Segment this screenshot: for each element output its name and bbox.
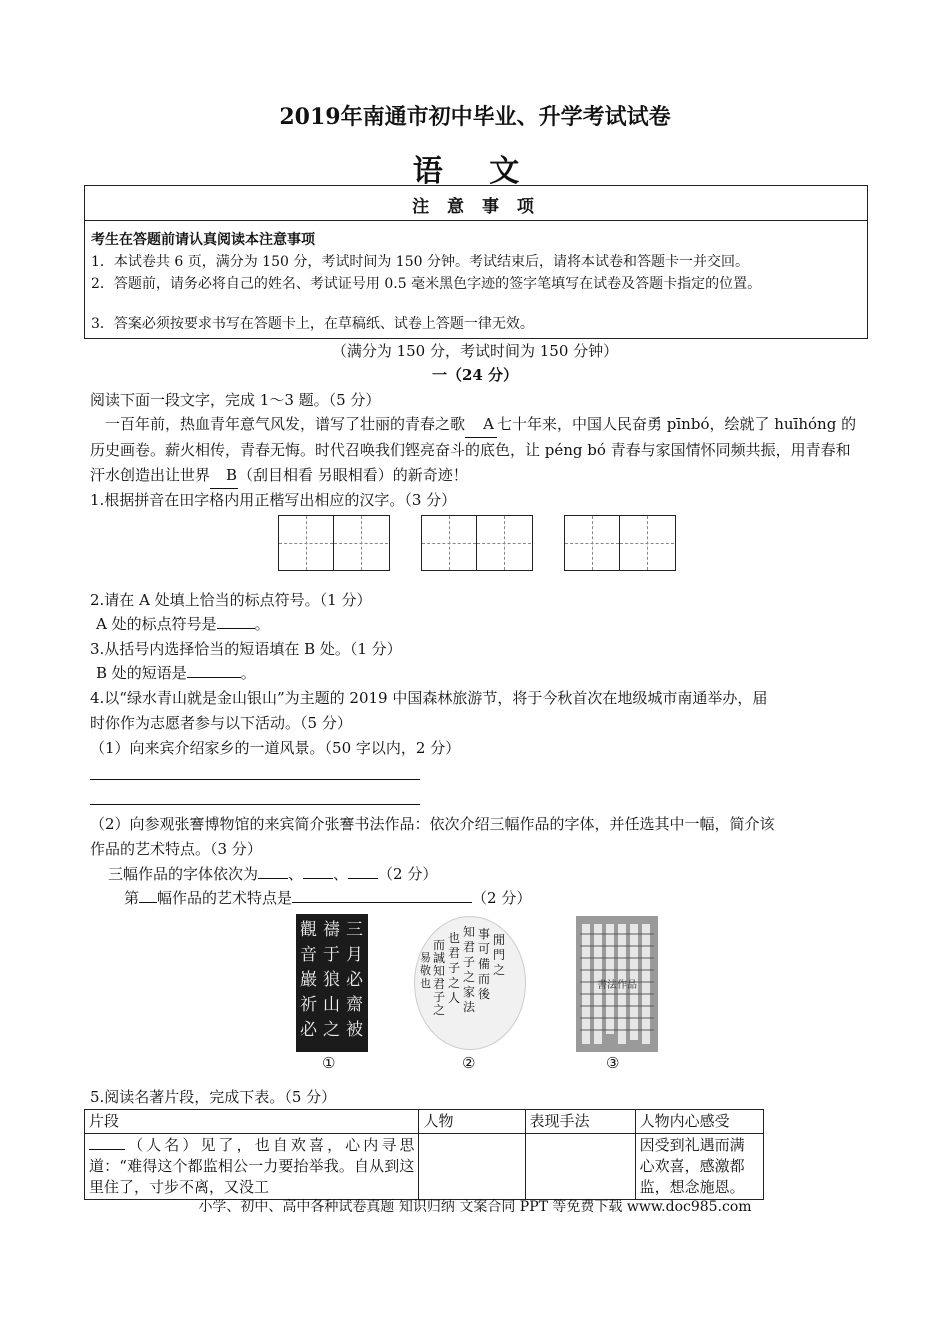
fragment-text: （人名）见了，也自欢喜，心内寻思道：“难得这个都监相公一力要抬举我。自从到这里住了，寸步不离，又没工 bbox=[89, 1136, 415, 1196]
feature-points: （2 分） bbox=[472, 889, 532, 907]
question-4-2-fonts bbox=[108, 862, 888, 886]
question-4-2-line-1: （2）向参观张謇博物馆的来宾简介张謇书法作品：依次介绍三幅作品的字体，并任选其中一幅，简介该 bbox=[90, 815, 775, 833]
feature-blank[interactable] bbox=[292, 902, 472, 903]
q3-period: 。 bbox=[240, 664, 256, 682]
answer-line-1[interactable] bbox=[90, 779, 420, 780]
exam-info: （满分为 150 分，考试时间为 150 分钟） bbox=[331, 342, 619, 360]
work-2-column-6: 易敬也 bbox=[420, 951, 431, 990]
font-blank-2[interactable] bbox=[303, 878, 333, 879]
novel-table bbox=[84, 1109, 764, 1200]
work-1-column-2: 禱于狼山之 bbox=[323, 920, 340, 1040]
q2-answer-label: A 处的标点符号是 bbox=[96, 615, 217, 633]
technique-cell[interactable] bbox=[525, 1134, 635, 1200]
question-4-line-1: 4.以“绿水青山就是金山银山”为主题的 2019 中国森林旅游节，将于今秋首次在地级城市南通举办，届 bbox=[90, 689, 768, 707]
calligraphy-work-2 bbox=[414, 916, 526, 1050]
font-blank-3[interactable] bbox=[348, 878, 378, 879]
q3-answer-label: B 处的短语是 bbox=[96, 664, 187, 682]
exam-title: 2019年南通市初中毕业、升学考试试卷 bbox=[279, 104, 671, 130]
question-4-2-line-2: 作品的艺术特点。（3 分） bbox=[90, 840, 262, 858]
tian-grid-2[interactable] bbox=[421, 515, 533, 571]
reading-passage bbox=[90, 412, 864, 489]
question-4-line-2: 时你作为志愿者参与以下活动。（5 分） bbox=[90, 714, 352, 732]
q2-period: 。 bbox=[254, 615, 270, 633]
work-number-blank[interactable] bbox=[139, 902, 157, 903]
work-2-column-2: 事可備而後 bbox=[478, 927, 491, 1001]
table-row bbox=[85, 1134, 764, 1200]
blank-b: B bbox=[210, 463, 238, 489]
feeling-cell bbox=[635, 1134, 763, 1200]
notice-subheading: 考生在答题前请认真阅读本注意事项 bbox=[91, 232, 315, 248]
question-1: 1.根据拼音在田字格内用正楷写出相应的汉字。（3 分） bbox=[90, 491, 457, 509]
notice-box bbox=[84, 185, 868, 339]
font-blank-1[interactable] bbox=[258, 878, 288, 879]
header-feeling: 人物内心感受 bbox=[635, 1110, 763, 1134]
question-2: 2.请在 A 处填上恰当的标点符号。（1 分） bbox=[90, 591, 372, 609]
work-3-text: 書法作品 bbox=[597, 980, 637, 991]
passage-part-2: 七十年来，中国人民奋勇 pīnbó，绘就了 huīhóng 的历史画卷。薪火相传，青春无悔。时代召唤我们铿亮奋斗的底色，让 péng bó 青春与家国情怀同频共振，用青春和汗水创造出让世界 bbox=[90, 415, 857, 484]
blank-a: A bbox=[465, 412, 497, 438]
tian-grid-1[interactable] bbox=[278, 515, 390, 571]
notice-item-1: 1．本试卷共 6 页，满分为 150 分，考试时间为 150 分钟。考试结束后，请将本试卷和答题卡一并交回。 bbox=[91, 254, 749, 270]
notice-heading: 注 意 事 项 bbox=[412, 197, 540, 217]
work-2-column-3: 知君子之家法 bbox=[463, 925, 476, 1014]
work-2-column-5: 而誠知君子之 bbox=[433, 938, 446, 1017]
q2-answer-blank[interactable] bbox=[217, 628, 255, 629]
sep-2: 、 bbox=[333, 865, 349, 883]
table-header-row bbox=[85, 1110, 764, 1134]
header-fragment: 片段 bbox=[85, 1110, 419, 1134]
fonts-label: 三幅作品的字体依次为 bbox=[108, 865, 259, 883]
question-5: 5.阅读名著片段，完成下表。（5 分） bbox=[90, 1088, 337, 1106]
fragment-cell bbox=[85, 1134, 419, 1200]
passage-part-1: 一百年前，热血青年意气风发，谱写了壮丽的青春之歌 bbox=[105, 415, 466, 433]
character-cell[interactable] bbox=[419, 1134, 525, 1200]
subject-title: 语 文 bbox=[412, 154, 538, 189]
page-footer: 小学、初中、高中各种试卷真题 知识归纳 文案合同 PPT 等免费下载 www.doc985.com bbox=[198, 1199, 752, 1215]
work-1-label: ① bbox=[322, 1054, 336, 1072]
tian-grid-3[interactable] bbox=[564, 515, 676, 571]
feature-label-prefix: 第 bbox=[124, 889, 140, 907]
header-technique: 表现手法 bbox=[525, 1110, 635, 1134]
question-3-answer bbox=[96, 661, 876, 685]
work-2-label: ② bbox=[462, 1054, 476, 1072]
question-3: 3.从括号内选择恰当的短语填在 B 处。（1 分） bbox=[90, 640, 402, 658]
feeling-text: 因受到礼遇而满心欢喜，感激都监，想念施恩。 bbox=[639, 1136, 745, 1196]
sep-1: 、 bbox=[288, 865, 304, 883]
header-character: 人物 bbox=[419, 1110, 525, 1134]
question-4-2-feature bbox=[124, 886, 904, 910]
work-2-column-4: 也君子之人 bbox=[448, 931, 461, 1005]
answer-line-2[interactable] bbox=[90, 804, 420, 805]
q3-answer-blank[interactable] bbox=[187, 677, 241, 678]
calligraphy-work-3 bbox=[576, 916, 658, 1052]
section-heading: 一（24 分） bbox=[431, 366, 519, 384]
calligraphy-work-1 bbox=[296, 914, 368, 1052]
name-blank[interactable] bbox=[89, 1149, 125, 1150]
work-1-column-3: 觀音巖祈必 bbox=[300, 920, 317, 1040]
question-2-answer bbox=[96, 612, 876, 636]
notice-item-3: 3．答案必须按要求书写在答题卡上，在草稿纸、试卷上答题一律无效。 bbox=[91, 316, 534, 332]
work-1-column-1: 三月必齋被 bbox=[346, 920, 363, 1040]
passage-part-3: （刮目相看 另眼相看）的新奇迹！ bbox=[238, 466, 468, 484]
notice-divider bbox=[85, 220, 867, 221]
fonts-points: （2 分） bbox=[378, 865, 438, 883]
feature-label: 幅作品的艺术特点是 bbox=[157, 889, 293, 907]
notice-item-2: 2．答题前，请务必将自己的姓名、考试证号用 0.5 毫米黑色字迹的签字笔填写在试卷及答题卡指定的位置。 bbox=[91, 276, 762, 292]
work-2-column-1: 閒門之 bbox=[493, 933, 506, 977]
question-4-1: （1）向来宾介绍家乡的一道风景。（50 字以内，2 分） bbox=[90, 739, 461, 757]
work-3-label: ③ bbox=[606, 1054, 620, 1072]
reading-intro: 阅读下面一段文字，完成 1～3 题。（5 分） bbox=[90, 391, 381, 409]
